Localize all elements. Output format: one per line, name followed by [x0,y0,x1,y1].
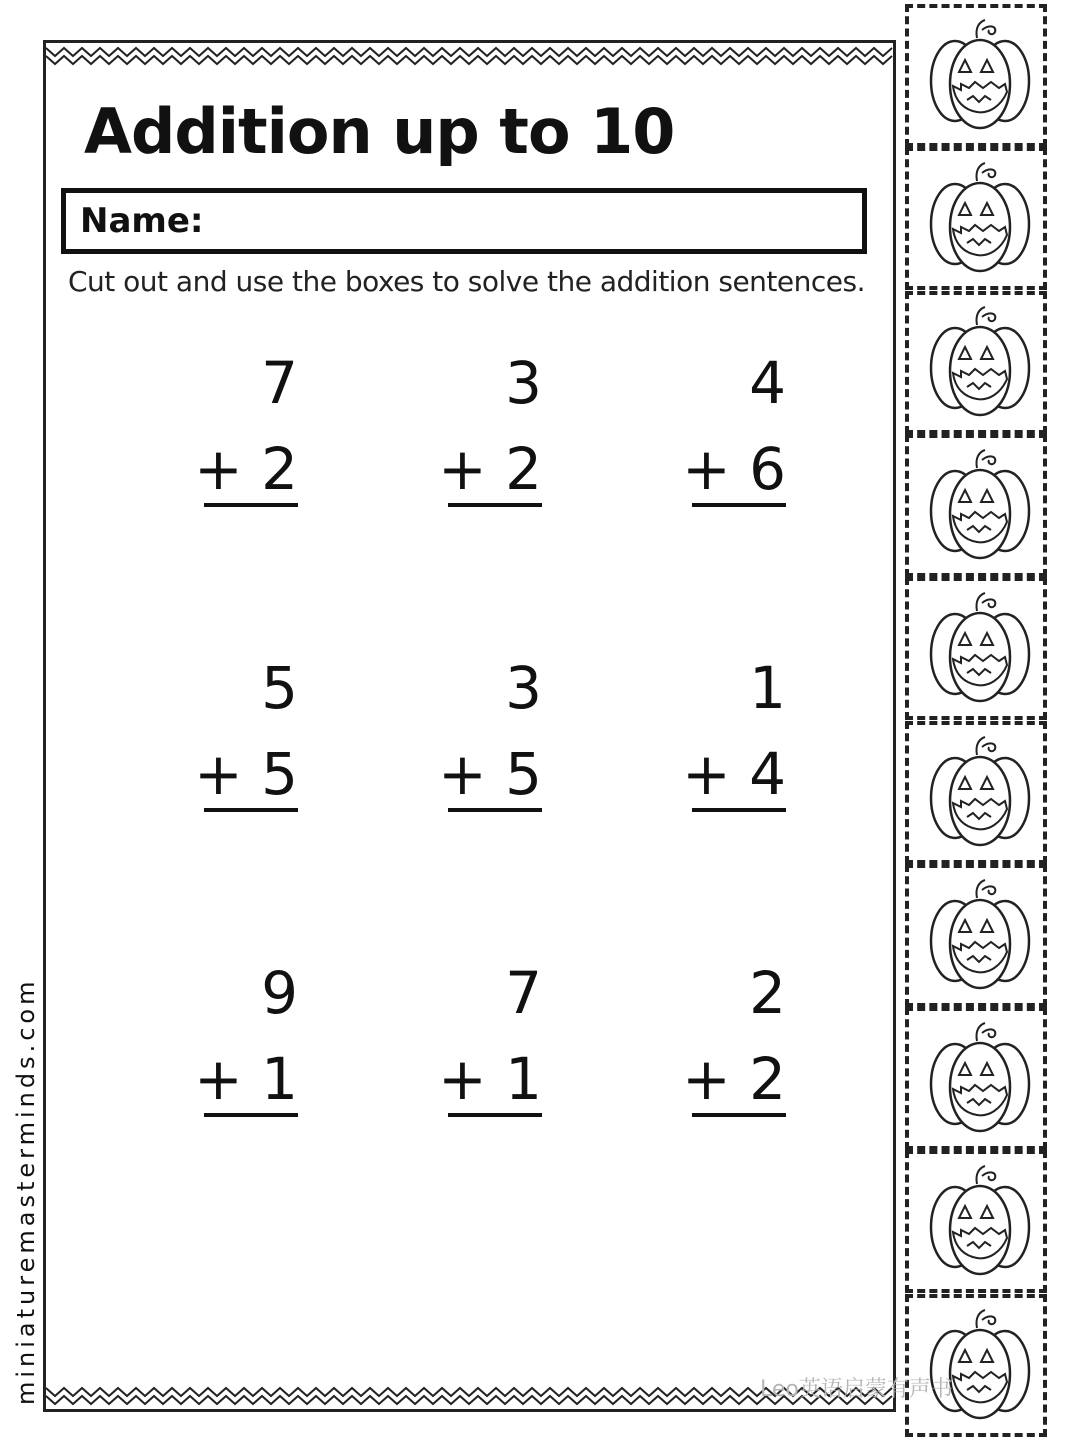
cutout-box [905,1294,1047,1437]
problem-3 [676,351,786,511]
addend-top: 3 [505,349,542,417]
jack-o-lantern-icon [925,446,1035,570]
cutout-box [905,864,1047,1007]
addend-bottom: + 1 [438,1045,542,1113]
addend-bottom: + 2 [194,435,298,503]
problem-2 [432,351,542,511]
instructions: Cut out and use the boxes to solve the addition sentences. [68,265,865,298]
answer-line [692,503,786,507]
answer-line [448,1113,542,1117]
jack-o-lantern-icon [925,1162,1035,1286]
cutout-box [905,4,1047,147]
jack-o-lantern-icon [925,159,1035,283]
cutout-strip [905,4,1047,1437]
cutout-box [905,577,1047,720]
name-field[interactable] [61,188,867,254]
side-watermark [12,940,42,1405]
cutout-box [905,147,1047,290]
problem-1 [188,351,298,511]
cutout-box [905,1150,1047,1293]
problem-4 [188,656,298,816]
addend-top: 7 [261,349,298,417]
answer-line [204,503,298,507]
addend-top: 1 [749,654,786,722]
addend-bottom: + 2 [682,1045,786,1113]
jack-o-lantern-icon [925,876,1035,1000]
zigzag-border-top [46,45,893,67]
problem-7 [188,961,298,1121]
addend-bottom: + 1 [194,1045,298,1113]
addend-bottom: + 4 [682,740,786,808]
worksheet-title: Addition up to 10 [84,95,675,168]
jack-o-lantern-icon [925,16,1035,140]
footer-watermark: Leo英语启蒙有声书 [760,1377,953,1402]
jack-o-lantern-icon [925,1019,1035,1143]
addend-top: 4 [749,349,786,417]
answer-line [204,808,298,812]
answer-line [692,1113,786,1117]
jack-o-lantern-icon [925,303,1035,427]
addend-top: 7 [505,959,542,1027]
name-label: Name: [80,201,204,241]
jack-o-lantern-icon [925,589,1035,713]
answer-line [692,808,786,812]
addend-bottom: + 5 [438,740,542,808]
worksheet-page [43,40,896,1412]
jack-o-lantern-icon [925,1306,1035,1430]
problem-5 [432,656,542,816]
cutout-box [905,434,1047,577]
answer-line [204,1113,298,1117]
problem-6 [676,656,786,816]
addend-bottom: + 5 [194,740,298,808]
addend-top: 2 [749,959,786,1027]
problem-9 [676,961,786,1121]
answer-line [448,503,542,507]
problem-8 [432,961,542,1121]
cutout-box [905,291,1047,434]
side-watermark-text: miniaturemasterminds.com [12,977,40,1405]
addend-top: 9 [261,959,298,1027]
cutout-box [905,1007,1047,1150]
answer-line [448,808,542,812]
addend-top: 3 [505,654,542,722]
cutout-box [905,721,1047,864]
jack-o-lantern-icon [925,733,1035,857]
addend-top: 5 [261,654,298,722]
addend-bottom: + 6 [682,435,786,503]
addend-bottom: + 2 [438,435,542,503]
